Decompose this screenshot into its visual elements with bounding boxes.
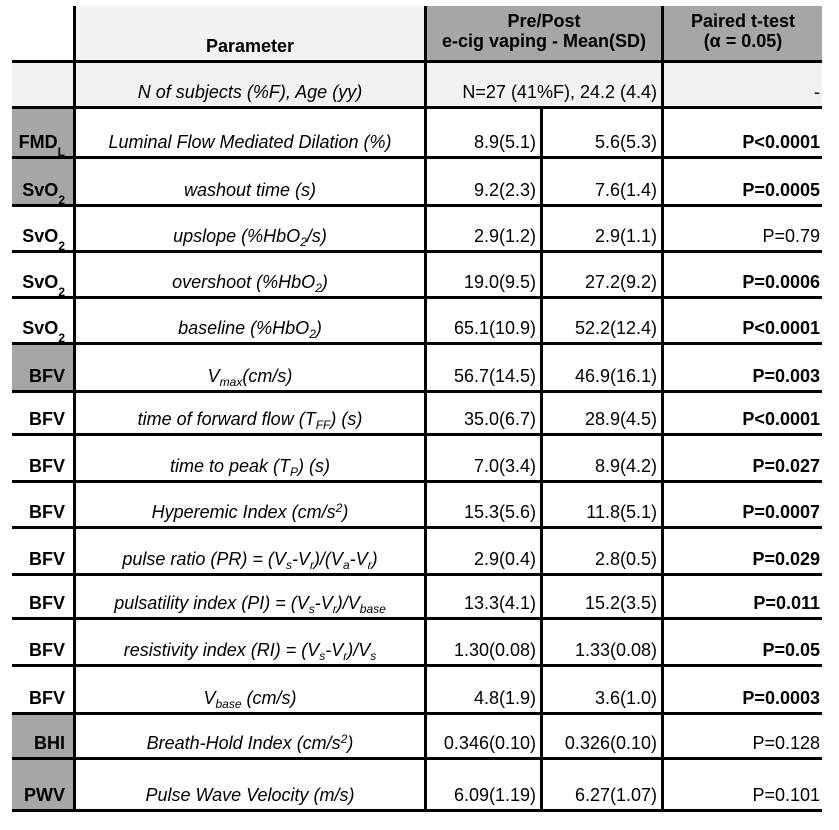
pre-value: 2.9(0.4) [427, 529, 543, 573]
parameter-subscript: base [215, 697, 242, 711]
header-group-cell [12, 6, 76, 60]
post-value: 2.9(1.1) [543, 207, 664, 250]
subjects-value: N=27 (41%F), 24.2 (4.4) [427, 63, 664, 106]
parameter-subscript: 2 [300, 235, 307, 249]
group-label: BHI [34, 733, 65, 753]
parameter-subscript: base [359, 602, 386, 616]
parameter-subscript: r [343, 649, 348, 663]
parameter-text: )/V [336, 593, 360, 613]
post-value: 2.8(0.5) [543, 529, 664, 573]
parameter-subscript: r [309, 558, 314, 572]
post-value: 28.9(4.5) [543, 393, 664, 433]
group-cell [12, 715, 76, 757]
p-value: P=0.79 [762, 226, 820, 246]
header-parameter-label: Parameter [205, 36, 295, 56]
group-label: SvO [22, 318, 59, 338]
header-ttest-line1: Paired t-test [690, 11, 796, 31]
pre-value: 35.0(6.7) [427, 393, 543, 433]
group-cell: SvO 2 [12, 159, 76, 204]
parameter-label [108, 132, 391, 152]
parameter-cell [76, 715, 427, 757]
parameter-label [147, 733, 354, 753]
parameter-text: -V [291, 549, 310, 569]
parameter-text: time of forward flow (T [137, 409, 316, 429]
group-cell [12, 529, 76, 573]
table-row [12, 529, 822, 576]
table-row [12, 483, 822, 529]
p-value: P<0.0001 [742, 409, 820, 429]
parameter-subscript: s [285, 558, 292, 572]
pre-value: 13.3(4.1) [427, 576, 543, 617]
parameter-cell [76, 667, 427, 712]
p-value: P=0.0003 [742, 688, 820, 708]
parameter-text: (cm/s) [241, 688, 297, 708]
parameter-label [123, 640, 377, 663]
p-value: P=0.003 [752, 366, 820, 386]
results-table [12, 6, 822, 812]
table-row [12, 109, 822, 159]
parameter-text: V [203, 688, 216, 708]
parameter-label [122, 549, 378, 572]
pre-value: 7.0(3.4) [427, 436, 543, 480]
pre-value: 4.8(1.9) [427, 667, 543, 712]
parameter-cell [76, 760, 427, 809]
parameter-label [207, 366, 293, 389]
parameter-subscript: s [308, 602, 315, 616]
parameter-label [137, 409, 363, 432]
header-row [12, 6, 822, 63]
post-value: 7.6(1.4) [543, 159, 664, 204]
parameter-text: V [207, 366, 220, 386]
p-value: P=0.128 [752, 733, 820, 753]
pre-value: 65.1(10.9) [427, 299, 543, 342]
parameter-label [169, 456, 331, 479]
post-value: 6.27(1.07) [543, 760, 664, 809]
parameter-text: -V [349, 549, 368, 569]
parameter-text: ) [347, 733, 354, 753]
parameter-text: overshoot (%HbO [172, 272, 316, 292]
parameter-cell [76, 483, 427, 526]
parameter-cell [76, 207, 427, 250]
post-value: 15.2(3.5) [543, 576, 664, 617]
parameter-cell [76, 436, 427, 480]
group-label: SvO [22, 226, 59, 246]
group-label: FMD [18, 132, 58, 152]
table-row [12, 253, 822, 299]
p-value: P<0.0001 [742, 318, 820, 338]
table-body [12, 109, 822, 812]
parameter-label [145, 785, 354, 805]
header-parameter [76, 6, 427, 60]
p-value: P=0.011 [753, 593, 820, 613]
table-row [12, 393, 822, 436]
p-value: P=0.027 [752, 456, 820, 476]
pre-value: 15.3(5.6) [427, 483, 543, 526]
subjects-row [12, 63, 822, 109]
parameter-label [184, 180, 316, 200]
parameter-text: washout time (s) [183, 180, 317, 200]
parameter-cell [76, 299, 427, 342]
p-value: P=0.0005 [742, 180, 820, 200]
parameter-subscript: 2 [315, 281, 322, 295]
group-label: PWV [23, 785, 65, 805]
table-row [12, 760, 822, 812]
post-value: 8.9(4.2) [543, 436, 664, 480]
parameter-cell [76, 620, 427, 664]
parameter-cell [76, 393, 427, 433]
group-label: BFV [29, 593, 65, 613]
pre-value: 2.9(1.2) [427, 207, 543, 250]
parameter-label [173, 226, 327, 249]
p-value: P=0.0007 [742, 502, 820, 522]
pre-value: 9.2(2.3) [427, 159, 543, 204]
parameter-label [152, 502, 349, 522]
parameter-cell [76, 253, 427, 296]
parameter-subscript: FF [315, 418, 331, 432]
parameter-text: time to peak (T [169, 456, 291, 476]
group-label: BFV [29, 688, 65, 708]
parameter-cell [76, 159, 427, 204]
parameter-cell [76, 109, 427, 156]
post-value: 3.6(1.0) [543, 667, 664, 712]
pre-value: 8.9(5.1) [427, 109, 543, 156]
p-value: P=0.029 [752, 549, 820, 569]
parameter-text: ) (s) [330, 409, 363, 429]
table-row [12, 207, 822, 253]
group-cell: SvO 2 [12, 253, 76, 296]
pre-value: 6.09(1.19) [427, 760, 543, 809]
parameter-subscript: s [319, 649, 326, 663]
post-value: 27.2(9.2) [543, 253, 664, 296]
parameter-text: ) (s) [298, 456, 331, 476]
parameter-cell [76, 529, 427, 573]
group-label: BFV [29, 409, 65, 429]
group-label: BFV [29, 502, 65, 522]
parameter-text: ) [315, 318, 322, 338]
parameter-text: -V [314, 593, 333, 613]
pre-value: 56.7(14.5) [427, 345, 543, 390]
group-label: SvO [22, 180, 59, 200]
parameter-subscript: a [342, 558, 350, 572]
table-row [12, 576, 822, 620]
table-row [12, 159, 822, 207]
pre-value: 1.30(0.08) [427, 620, 543, 664]
table-row [12, 436, 822, 483]
post-value: 11.8(5.1) [543, 483, 664, 526]
group-label: BFV [29, 366, 65, 386]
group-label: BFV [29, 456, 65, 476]
group-cell: SvO 2 [12, 299, 76, 342]
parameter-label [178, 318, 322, 341]
table-row [12, 345, 822, 393]
group-label: BFV [29, 549, 65, 569]
parameter-subscript: 2 [309, 327, 316, 341]
subjects-parameter: N of subjects (%F), Age (yy) [76, 63, 427, 106]
parameter-superscript: 2 [335, 501, 343, 515]
group-cell [12, 436, 76, 480]
group-cell [12, 667, 76, 712]
table-row [12, 620, 822, 667]
parameter-subscript: P [290, 465, 299, 479]
parameter-text: pulsatility index (PI) = (V [114, 593, 309, 613]
pre-value: 19.0(9.5) [427, 253, 543, 296]
p-value: P=0.0006 [742, 272, 820, 292]
parameter-text: -V [325, 640, 344, 660]
header-ttest [664, 6, 822, 60]
parameter-text: )/V [347, 640, 371, 660]
pre-value: 0.346(0.10) [427, 715, 543, 757]
group-label: BFV [29, 640, 65, 660]
post-value: 5.6(5.3) [543, 109, 664, 156]
parameter-text: upslope (%HbO [173, 226, 301, 246]
parameter-cell [76, 345, 427, 390]
table-row [12, 715, 822, 760]
post-value: 0.326(0.10) [543, 715, 664, 757]
parameter-label [203, 688, 297, 711]
parameter-cell [76, 576, 427, 617]
parameter-text: Hyperemic Index (cm/s [151, 502, 336, 522]
group-cell [12, 483, 76, 526]
group-cell [12, 393, 76, 433]
header-prepost-line1: Pre/Post [507, 11, 581, 31]
parameter-text: Pulse Wave Velocity (m/s) [145, 785, 355, 805]
parameter-text: ) [371, 549, 378, 569]
header-prepost [427, 6, 664, 60]
parameter-subscript: max [219, 375, 243, 389]
parameter-subscript: s [370, 649, 377, 663]
p-value: P=0.101 [752, 785, 820, 805]
group-cell: FMD L [12, 109, 76, 156]
group-cell [12, 576, 76, 617]
parameter-text: pulse ratio (PR) = (V [122, 549, 286, 569]
parameter-label [114, 593, 386, 616]
group-cell: SvO 2 [12, 207, 76, 250]
parameter-text: Luminal Flow Mediated Dilation (%) [108, 132, 392, 152]
group-cell [12, 620, 76, 664]
parameter-text: baseline (%HbO [178, 318, 310, 338]
parameter-text: /s) [306, 226, 327, 246]
parameter-text: )/(V [313, 549, 343, 569]
header-prepost-line2: e-cig vaping - Mean(SD) [441, 31, 647, 51]
parameter-superscript: 2 [340, 732, 348, 746]
parameter-label [172, 272, 328, 295]
parameter-subscript: r [332, 602, 337, 616]
parameter-text: (cm/s) [242, 366, 293, 386]
parameter-text: resistivity index (RI) = (V [123, 640, 320, 660]
group-cell [12, 345, 76, 390]
parameter-subscript: r [367, 558, 372, 572]
group-cell [12, 760, 76, 809]
parameter-text: ) [342, 502, 349, 522]
post-value: 52.2(12.4) [543, 299, 664, 342]
header-ttest-line2: (α = 0.05) [703, 31, 783, 51]
parameter-text: Breath-Hold Index (cm/s [146, 733, 341, 753]
parameter-text: ) [321, 272, 328, 292]
table-row [12, 667, 822, 715]
subjects-p: - [814, 82, 820, 102]
post-value: 46.9(16.1) [543, 345, 664, 390]
table-row [12, 299, 822, 345]
post-value: 1.33(0.08) [543, 620, 664, 664]
subjects-group-cell [12, 63, 76, 106]
p-value: P<0.0001 [742, 132, 820, 152]
group-label: SvO [22, 272, 59, 292]
p-value: P=0.05 [762, 640, 820, 660]
